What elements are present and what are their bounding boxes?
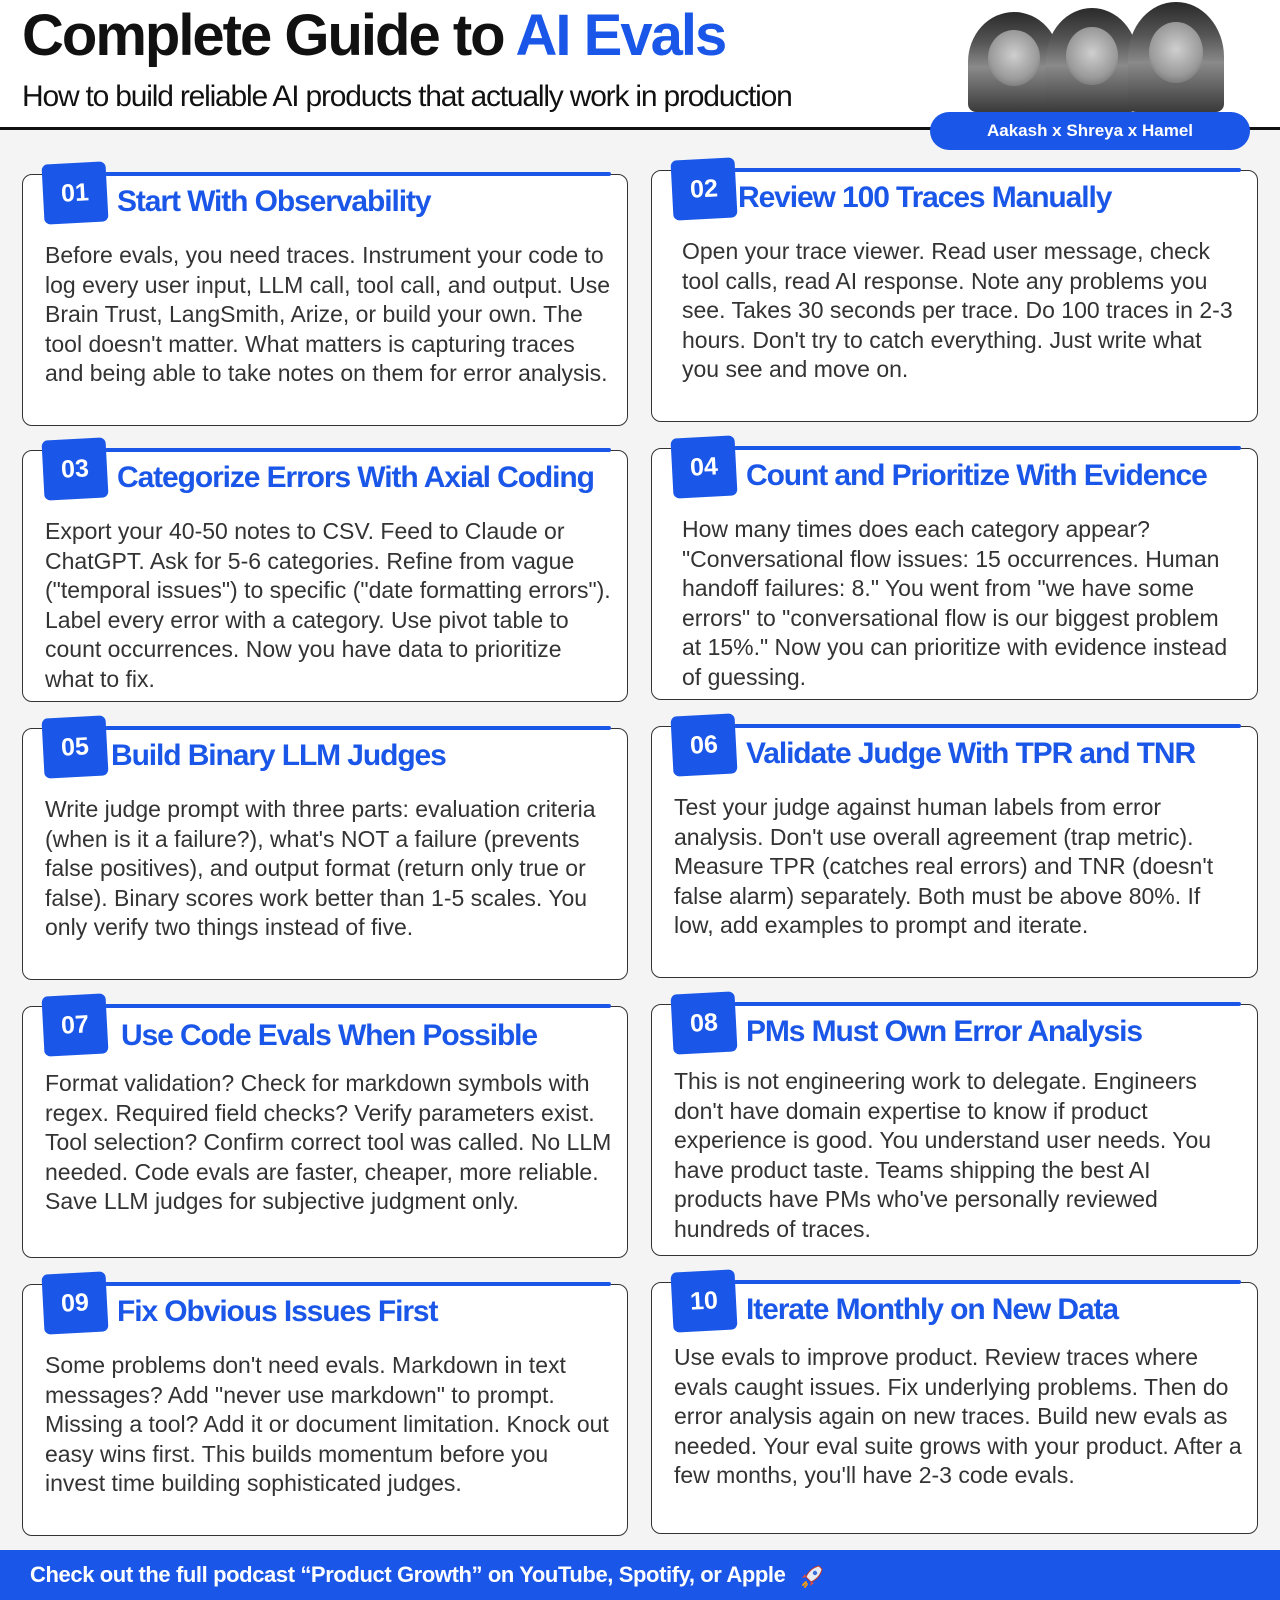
step-title: Categorize Errors With Axial Coding <box>117 461 594 494</box>
step-title: Iterate Monthly on New Data <box>746 1293 1119 1326</box>
step-card-02 <box>651 170 1258 422</box>
page-title <box>22 2 725 69</box>
step-number: 05 <box>41 715 108 778</box>
step-card-01 <box>22 174 628 426</box>
hosts-badge: Aakash x Shreya x Hamel <box>930 112 1250 150</box>
step-body: Export your 40-50 notes to CSV. Feed to Claude or ChatGPT. Ask for 5-6 categories. Refine from vague ("temporal issues") to specific ("date formatting errors"). Label every error with a category. Use pivot table to count occurrences. Now you have data to prioritize what to fix. <box>45 518 611 692</box>
card-accent-line <box>734 724 1241 728</box>
step-title: PMs Must Own Error Analysis <box>746 1015 1142 1048</box>
step-body: Some problems don't need evals. Markdown in text messages? Add "never use markdown" to prompt. Missing a tool? Add it or document limitation. Knock out easy wins first. This builds momentum before you invest time building sophisticated judges. <box>45 1352 609 1496</box>
step-title: Build Binary LLM Judges <box>111 739 446 772</box>
host-photo-2 <box>1046 8 1138 112</box>
step-number: 04 <box>670 435 737 498</box>
rocket-icon <box>799 1563 825 1589</box>
step-number: 02 <box>670 157 737 220</box>
step-body: Write judge prompt with three parts: evaluation criteria (when is it a failure?), what's NOT a failure (prevents false positives), and output format (return only true or false). Binary scores work better than 1-5 scales. You only verify two things instead of five. <box>45 796 596 940</box>
step-number: 09 <box>41 1271 108 1334</box>
step-number: 01 <box>41 161 108 224</box>
step-card-10 <box>651 1282 1258 1534</box>
step-body: Before evals, you need traces. Instrument your code to log every user input, LLM call, tool call, and output. Use Brain Trust, LangSmith, Arize, or build your own. The tool doesn't matter. What matters is capturing traces and being able to take notes on them for error analysis. <box>45 242 611 386</box>
step-number: 03 <box>41 437 108 500</box>
step-number: 07 <box>41 993 108 1056</box>
footer-banner <box>0 1550 1280 1600</box>
step-number: 06 <box>670 713 737 776</box>
step-title: Fix Obvious Issues First <box>117 1295 438 1328</box>
step-body: This is not engineering work to delegate. Engineers don't have domain expertise to know if product experience is good. You understand user needs. You have product taste. Teams shipping the best AI products have PMs who've personally reviewed hundreds of traces. <box>674 1068 1212 1242</box>
step-number: 10 <box>670 1269 737 1332</box>
step-card-06 <box>651 726 1258 978</box>
step-number: 08 <box>670 991 737 1054</box>
card-accent-line <box>105 726 611 730</box>
step-body: Format validation? Check for markdown symbols with regex. Required field checks? Verify parameters exist. Tool selection? Confirm correct tool was called. No LLM needed. Code evals are faster, cheaper, more reliable. Save LLM judges for subjective judgment only. <box>45 1070 612 1214</box>
card-accent-line <box>734 168 1241 172</box>
step-title: Validate Judge With TPR and TNR <box>746 737 1196 770</box>
step-title: Review 100 Traces Manually <box>738 181 1112 214</box>
card-accent-line <box>105 1004 611 1008</box>
card-accent-line <box>734 1002 1241 1006</box>
header <box>0 0 1280 130</box>
step-card-03 <box>22 450 628 702</box>
hosts-photo <box>968 0 1252 112</box>
card-accent-line <box>105 448 611 452</box>
step-body: Use evals to improve product. Review traces where evals caught issues. Fix underlying problems. Then do error analysis again on new traces. Build new evals as needed. Your eval suite grows with your product. After a few months, you'll have 2-3 code evals. <box>674 1344 1242 1488</box>
title-main: Complete Guide to <box>22 3 516 68</box>
step-card-08 <box>651 1004 1258 1256</box>
step-card-04 <box>651 448 1258 700</box>
step-title: Use Code Evals When Possible <box>121 1019 538 1052</box>
step-card-09 <box>22 1284 628 1536</box>
step-body: Open your trace viewer. Read user message, check tool calls, read AI response. Note any problems you see. Takes 30 seconds per trace. Do 100 traces in 2-3 hours. Don't try to catch everything. Just write what you see and move on. <box>682 238 1233 382</box>
footer-text: Check out the full podcast “Product Growth” on YouTube, Spotify, or Apple <box>30 1562 786 1587</box>
page-subtitle: How to build reliable AI products that actually work in production <box>22 80 792 113</box>
step-body: Test your judge against human labels from error analysis. Don't use overall agreement (trap metric). Measure TPR (catches real errors) and TNR (doesn't false alarm) separately. Both must be above 80%. If low, add examples to prompt and iterate. <box>674 794 1214 938</box>
step-card-07 <box>22 1006 628 1258</box>
card-accent-line <box>734 1280 1241 1284</box>
card-accent-line <box>105 172 611 176</box>
step-title: Count and Prioritize With Evidence <box>746 459 1207 492</box>
card-accent-line <box>734 446 1241 450</box>
step-title: Start With Observability <box>117 185 431 218</box>
host-photo-3 <box>1128 2 1224 112</box>
card-accent-line <box>105 1282 611 1286</box>
title-accent: AI Evals <box>515 3 726 68</box>
step-body: How many times does each category appear? "Conversational flow issues: 15 occurrences. Human handoff failures: 8." You went from "we have some errors" to "conversational flow is our biggest problem at 15%." Now you can prioritize with evidence instead of guessing. <box>682 516 1228 690</box>
step-card-05 <box>22 728 628 980</box>
